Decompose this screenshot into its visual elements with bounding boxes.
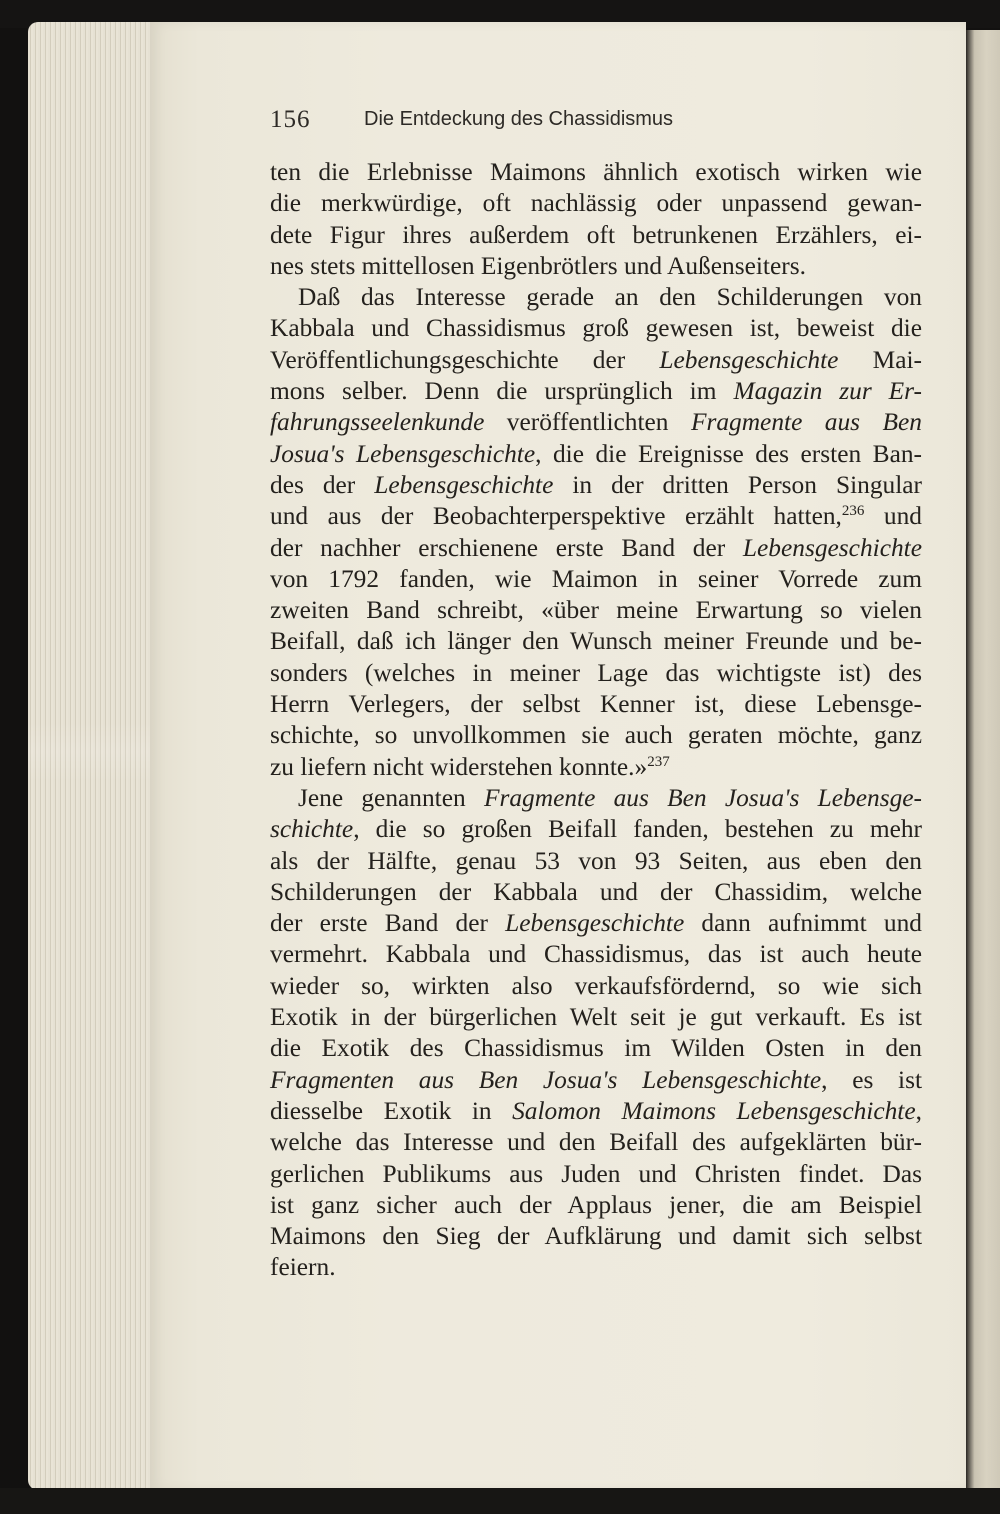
text-line: Josua's Lebensgeschichte, die die Ereignisse des ersten Ban- (270, 439, 922, 468)
text-line: zu liefern nicht widerstehen konnte.»$^{237}$ (270, 752, 670, 781)
text-line: schichte, die so großen Beifall fanden, bestehen zu mehr (270, 815, 922, 844)
text-line: gerlichen Publikums aus Juden und Christen findet. Das (270, 1159, 922, 1188)
text-line: nes stets mittellosen Eigenbrötlers und Außenseiters. (270, 251, 806, 280)
text-line: vermehrt. Kabbala und Chassidismus, das ist auch heute (270, 940, 922, 969)
text-line: als der Hälfte, genau 53 von 93 Seiten, aus eben den (270, 846, 922, 875)
text-line: fahrungsseelenkunde veröffentlichten Fragmente aus Ben (270, 408, 922, 437)
text-line: mons selber. Denn die ursprünglich im Magazin zur Er- (270, 377, 923, 406)
text-line: wieder so, wirkten also verkaufsfördernd, so wie sich (270, 971, 922, 1000)
page-stack-edges (28, 22, 168, 1490)
text-line: von 1792 fanden, wie Maimon in seiner Vorrede zum (270, 564, 922, 593)
text-line: welche das Interesse und den Beifall des aufgeklärten bür- (270, 1128, 922, 1157)
text-line: des der Lebensgeschichte in der dritten Person Singular (270, 470, 922, 499)
text-line: Daß das Interesse gerade an den Schilderungen von (298, 283, 922, 312)
text-line: Jene genannten Fragmente aus Ben Josua's Lebensge- (298, 783, 922, 812)
text-line: Beifall, daß ich länger den Wunsch meiner Freunde und be- (270, 627, 922, 656)
text-line: ist ganz sicher auch der Applaus jener, die am Beispiel (270, 1190, 922, 1219)
running-head: Die Entdeckung des Chassidismus (364, 108, 674, 130)
text-line: sonders (welches in meiner Lage das wichtigste ist) des (270, 658, 922, 687)
text-line: die merkwürdige, oft nachlässig oder unpassend gewan- (270, 189, 922, 218)
text-line: Schilderungen der Kabbala und der Chassidim, welche (270, 877, 922, 906)
text-line: Exotik in der bürgerlichen Welt seit je gut verkauft. Es ist (270, 1003, 922, 1032)
background-bottom (0, 1488, 1000, 1514)
text-line: dete Figur ihres außerdem oft betrunkenen Erzählers, ei- (270, 220, 922, 249)
text-line: Maimons den Sieg der Aufklärung und damit sich selbst (270, 1222, 922, 1251)
text-line: der nachher erschienene erste Band der Lebensgeschichte (270, 533, 922, 562)
text-line: die Exotik des Chassidismus im Wilden Osten in den (270, 1034, 922, 1063)
text-line: Veröffentlichungsgeschichte der Lebensgeschichte Mai- (270, 345, 922, 374)
text-line: ten die Erlebnisse Maimons ähnlich exotisch wirken wie (270, 158, 922, 186)
body-text (270, 157, 922, 1284)
text-line: der erste Band der Lebensgeschichte dann aufnimmt und (270, 909, 922, 938)
facing-page-edge (966, 30, 1000, 1500)
page-number: 156 (270, 106, 311, 133)
page-header (270, 106, 930, 142)
text-line: feiern. (270, 1253, 336, 1282)
text-line: zweiten Band schreibt, «über meine Erwartung so vielen (270, 596, 922, 625)
text-line: Kabbala und Chassidismus groß gewesen ist, beweist die (270, 314, 922, 343)
text-line: und aus der Beobachterperspektive erzählt hatten,$^{236}$ und (270, 502, 922, 531)
text-line: schichte, so unvollkommen sie auch geraten möchte, ganz (270, 721, 922, 750)
text-line: Fragmenten aus Ben Josua's Lebensgeschichte, es ist (270, 1065, 923, 1094)
text-line: diesselbe Exotik in Salomon Maimons Lebensgeschichte, (270, 1096, 922, 1125)
text-line: Herrn Verlegers, der selbst Kenner ist, diese Lebensge- (270, 690, 922, 719)
